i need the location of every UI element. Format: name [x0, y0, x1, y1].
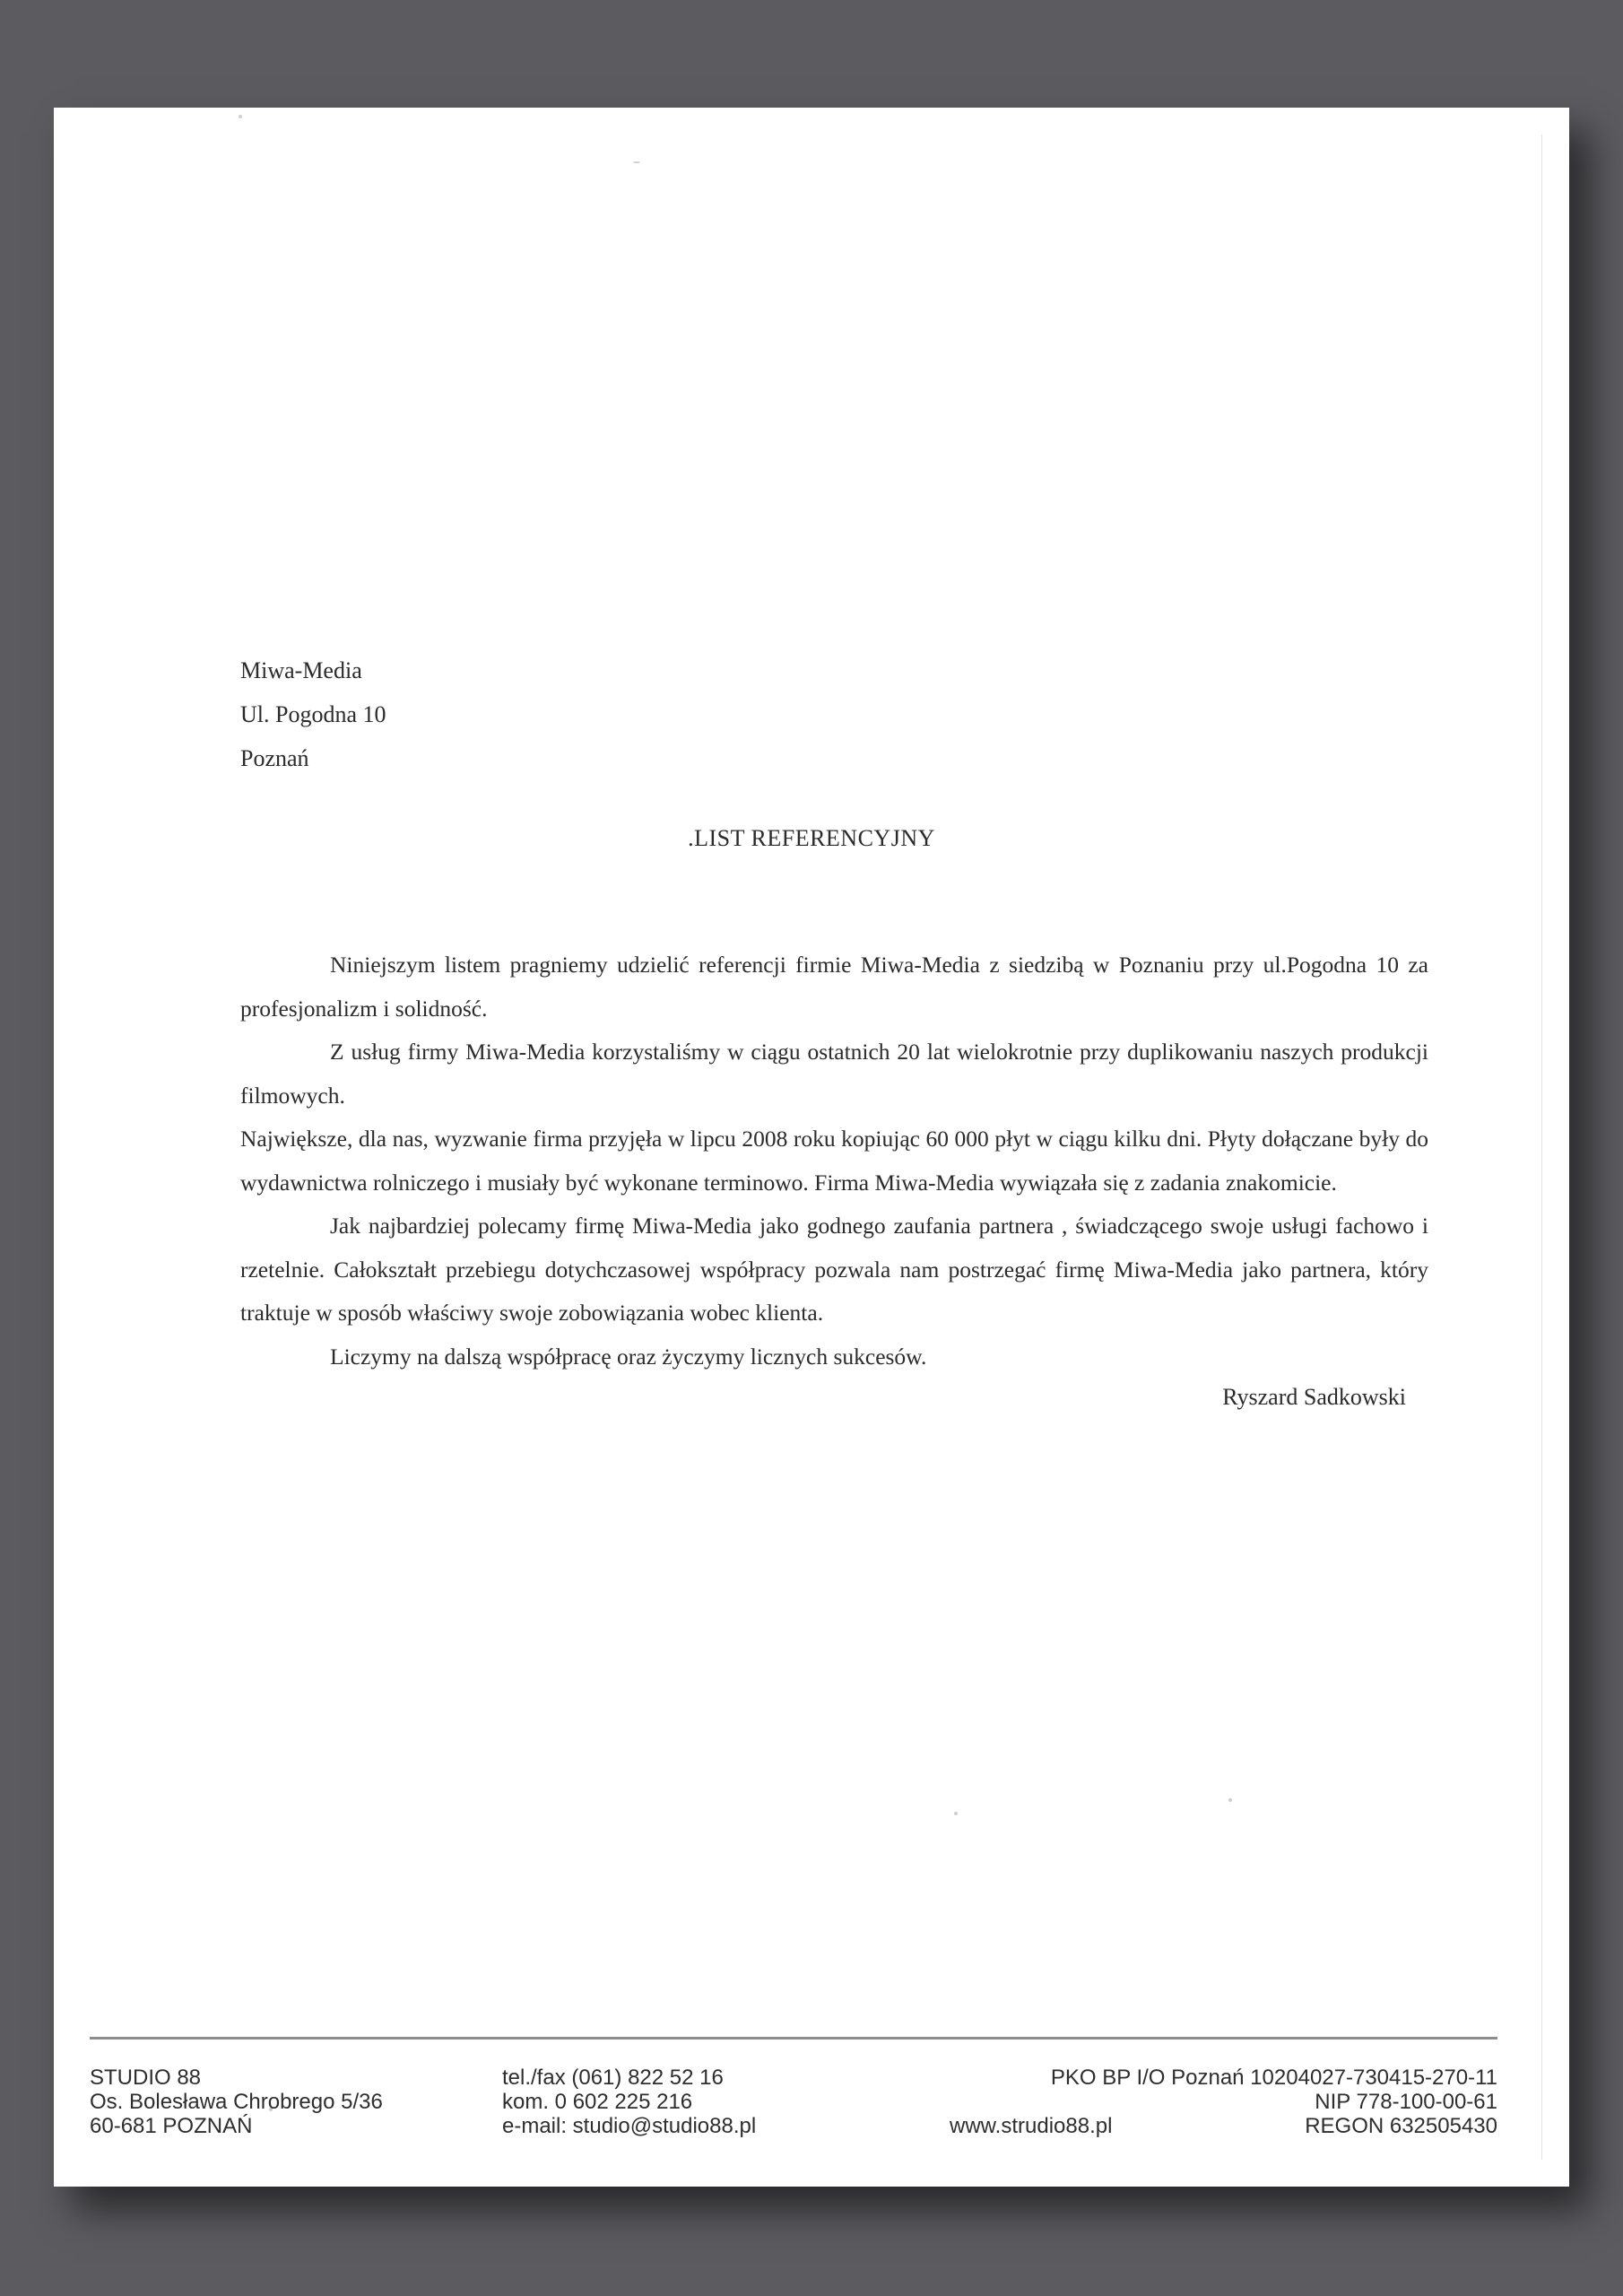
addressee-city: Poznań — [240, 745, 309, 771]
body-paragraph: Liczymy na dalszą współpracę oraz życzymy licznych sukcesów. — [330, 1343, 927, 1370]
letter-title: .LIST REFERENCYJNY — [688, 825, 935, 851]
letter-page — [54, 108, 1569, 2187]
body-paragraph: Z usług firmy Miwa-Media korzystaliśmy w ciągu ostatnich 20 lat wielokrotnie przy duplikowaniu naszych produkcji filmowych. — [240, 1039, 1428, 1109]
footer-contact-block — [502, 2066, 756, 2138]
scan-speck — [954, 1812, 958, 1815]
footer-mobile: kom. 0 602 225 216 — [502, 2090, 693, 2114]
footer-postal: 60-681 POZNAŃ — [90, 2114, 253, 2138]
footer-phone: tel./fax (061) 822 52 16 — [502, 2066, 724, 2090]
scan-speck — [633, 161, 640, 163]
footer-company-block — [90, 2066, 383, 2138]
footer-email: e-mail: studio@studio88.pl — [502, 2114, 757, 2138]
footer-bank-block — [1051, 2066, 1497, 2138]
signature-name: Ryszard Sadkowski — [1222, 1384, 1406, 1410]
scan-speck — [239, 115, 242, 118]
footer-regon: REGON 632505430 — [1305, 2114, 1497, 2138]
body-paragraph: Jak najbardziej polecamy firmę Miwa-Media jako godnego zaufania partnera , świadczącego swoje usługi fachowo i rzetelnie. Całokształt przebiegu dotychczasowej współpracy pozwala nam postrzegać firmę Miwa-Media jako partnera, który traktuje w sposób właściwy swoje zobowiązania wobec klienta. — [240, 1213, 1428, 1326]
footer-address: Os. Bolesława Chrobrego 5/36 — [90, 2090, 383, 2114]
footer-website: www.strudio88.pl — [950, 2114, 1113, 2138]
scan-speck — [1228, 1798, 1232, 1802]
footer-company-name: STUDIO 88 — [90, 2066, 202, 2090]
addressee-block — [240, 648, 386, 780]
footer-divider — [90, 2037, 1497, 2039]
footer-bank-account: PKO BP I/O Poznań 10204027-730415-270-11 — [1050, 2066, 1497, 2090]
body-paragraph: Niniejszym listem pragniemy udzielić referencji firmie Miwa-Media z siedzibą w Poznaniu przy ul.Pogodna 10 za profesjonalizm i solidność. — [240, 952, 1428, 1022]
letter-body — [240, 944, 1428, 1378]
page-edge-line — [1541, 135, 1542, 2160]
addressee-name: Miwa-Media — [240, 657, 362, 683]
addressee-street: Ul. Pogodna 10 — [240, 701, 386, 727]
footer-nip: NIP 778-100-00-61 — [1315, 2090, 1497, 2114]
body-paragraph: Największe, dla nas, wyzwanie firma przyjęła w lipcu 2008 roku kopiując 60 000 płyt w ciągu kilku dni. Płyty dołączane były do wydawnictwa rolniczego i musiały być wykonane terminowo. Firma Miwa-Media wywiązała się z zadania znakomicie. — [240, 1126, 1428, 1196]
